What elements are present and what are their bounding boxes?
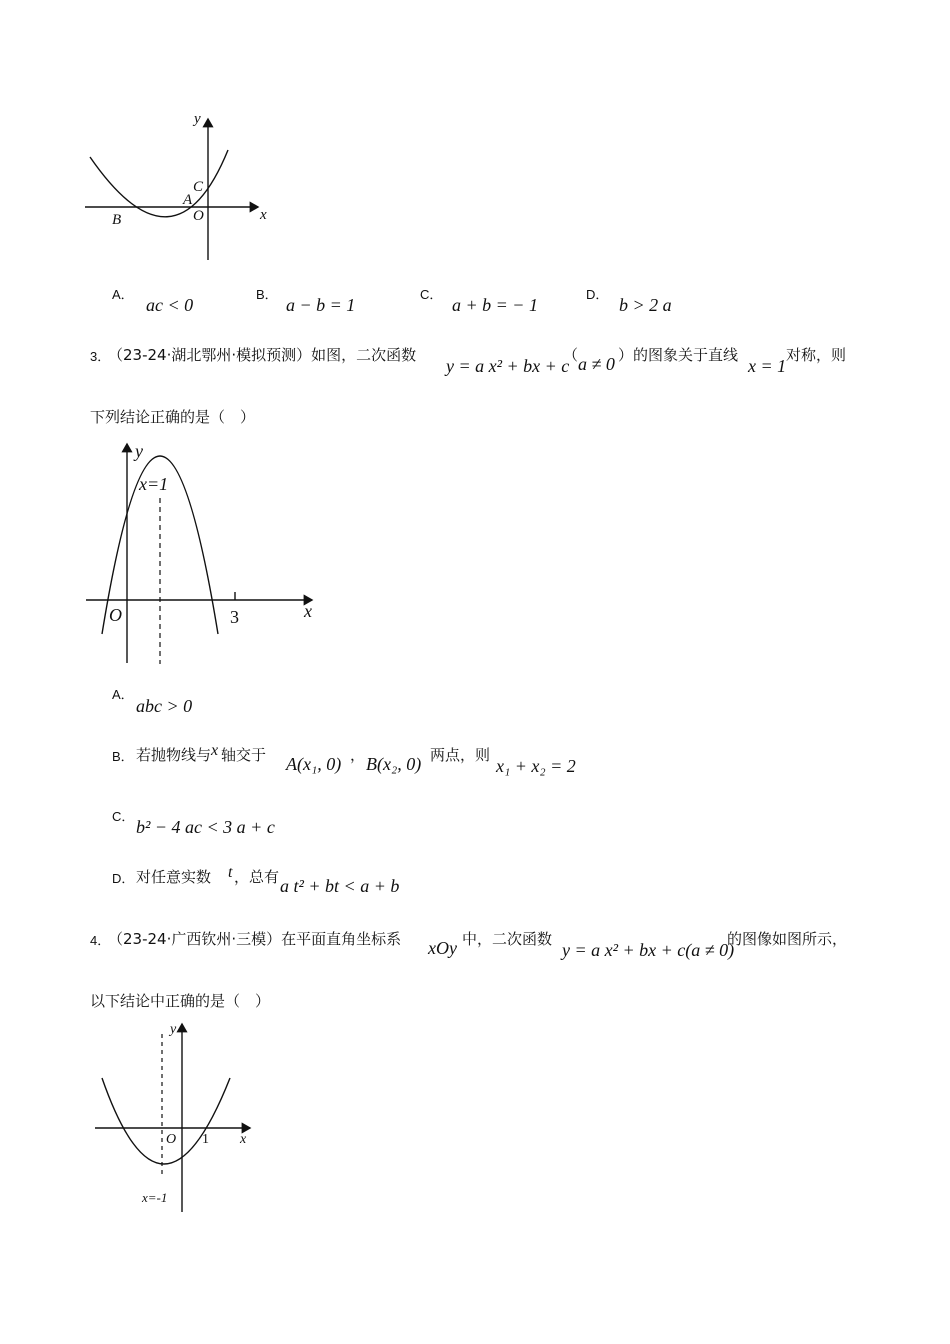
q3-option-b-text-3: 两点，则 (430, 746, 491, 764)
q4-source-text: （23-24·广西钦州·三模）在平面直角坐标系 (108, 930, 402, 948)
point-a-label: A (183, 192, 193, 208)
q2-option-a-label: A． (112, 287, 134, 302)
q3-option-b-x: x (211, 742, 219, 759)
q3-option-b-separator: ， (350, 746, 366, 764)
q4-tail-text: 的图像如图所示， (727, 930, 848, 948)
q3-condition: a ≠ 0 (578, 354, 615, 374)
q3-option-b-label: B． (112, 749, 134, 764)
tick-3-label: 3 (230, 607, 239, 627)
figure-q3-parabola (82, 438, 327, 670)
tick-1-label: 1 (202, 1132, 209, 1147)
q3-option-b-text-1: 若抛物线与 (136, 746, 212, 764)
q3-line-equation: x = 1 (748, 356, 787, 376)
q3-number: 3． (90, 349, 111, 364)
q3-option-c-label: C． (112, 809, 135, 824)
parabola-curve (102, 1078, 230, 1164)
origin-label: O (166, 1132, 177, 1147)
q3-option-c-math: b² − 4 ac < 3 a + c (136, 817, 275, 837)
q3-function: y = a x² + bx + c (446, 356, 570, 376)
x-axis-label: x (260, 207, 267, 223)
q3-option-d-text-2: ，总有 (234, 868, 280, 886)
y-axis-label: y (194, 111, 201, 127)
q3-option-b-point-a: A(x₁, 0) (286, 754, 342, 774)
y-axis-label: y (135, 441, 143, 461)
q2-option-a-math: ac < 0 (146, 295, 194, 315)
q4-function: y = a x² + bx + c(a ≠ 0) (562, 940, 735, 960)
y-axis-label: y (170, 1022, 177, 1037)
q3-option-d-label: D． (112, 871, 135, 886)
x-axis-label: x (304, 601, 312, 621)
q3-text-symmetry: ）的图象关于直线 (618, 346, 739, 364)
origin-label: O (193, 208, 204, 224)
q2-option-d-math: b > 2 a (619, 295, 672, 315)
q3-option-d-math: a t² + bt < a + b (280, 876, 400, 896)
q4-number: 4． (90, 933, 111, 948)
q3-source-text: （23-24·湖北鄂州·模拟预测）如图，二次函数 (108, 346, 417, 364)
q3-option-d-t: t (228, 864, 233, 881)
q3-paren-open: （ (563, 346, 579, 364)
symmetry-axis-label: x=1 (139, 474, 169, 494)
q4-line-2: 以下结论中正确的是（ ） (90, 992, 271, 1010)
figure-q2-parabola (80, 105, 280, 265)
point-c-label: C (193, 179, 204, 195)
q3-option-b-sum: x₁ + x₂ = 2 (496, 756, 576, 776)
q3-option-b-text-2: 轴交于 (221, 746, 267, 764)
symmetry-axis-label: x=-1 (142, 1190, 168, 1205)
q3-tail-text: 对称，则 (786, 346, 847, 364)
q2-option-b-label: B． (256, 287, 278, 302)
origin-label: O (109, 605, 122, 625)
q3-option-a-math: abc > 0 (136, 696, 193, 716)
q3-option-a-label: A． (112, 687, 134, 702)
q2-option-d-label: D． (586, 287, 609, 302)
q2-option-c-label: C． (420, 287, 443, 302)
q3-option-d-text-1: 对任意实数 (136, 868, 212, 886)
q2-option-c-math: a + b = − 1 (452, 295, 538, 315)
q4-mid-text: 中，二次函数 (462, 930, 553, 948)
figure-q4-parabola (90, 1016, 265, 1216)
x-axis-label: x (240, 1132, 247, 1147)
q3-line-2: 下列结论正确的是（ ） (90, 408, 256, 426)
q3-option-b-point-b: B(x₂, 0) (366, 754, 422, 774)
q2-option-b-math: a − b = 1 (286, 295, 356, 315)
q4-system: xOy (428, 938, 457, 958)
point-b-label: B (112, 212, 122, 228)
